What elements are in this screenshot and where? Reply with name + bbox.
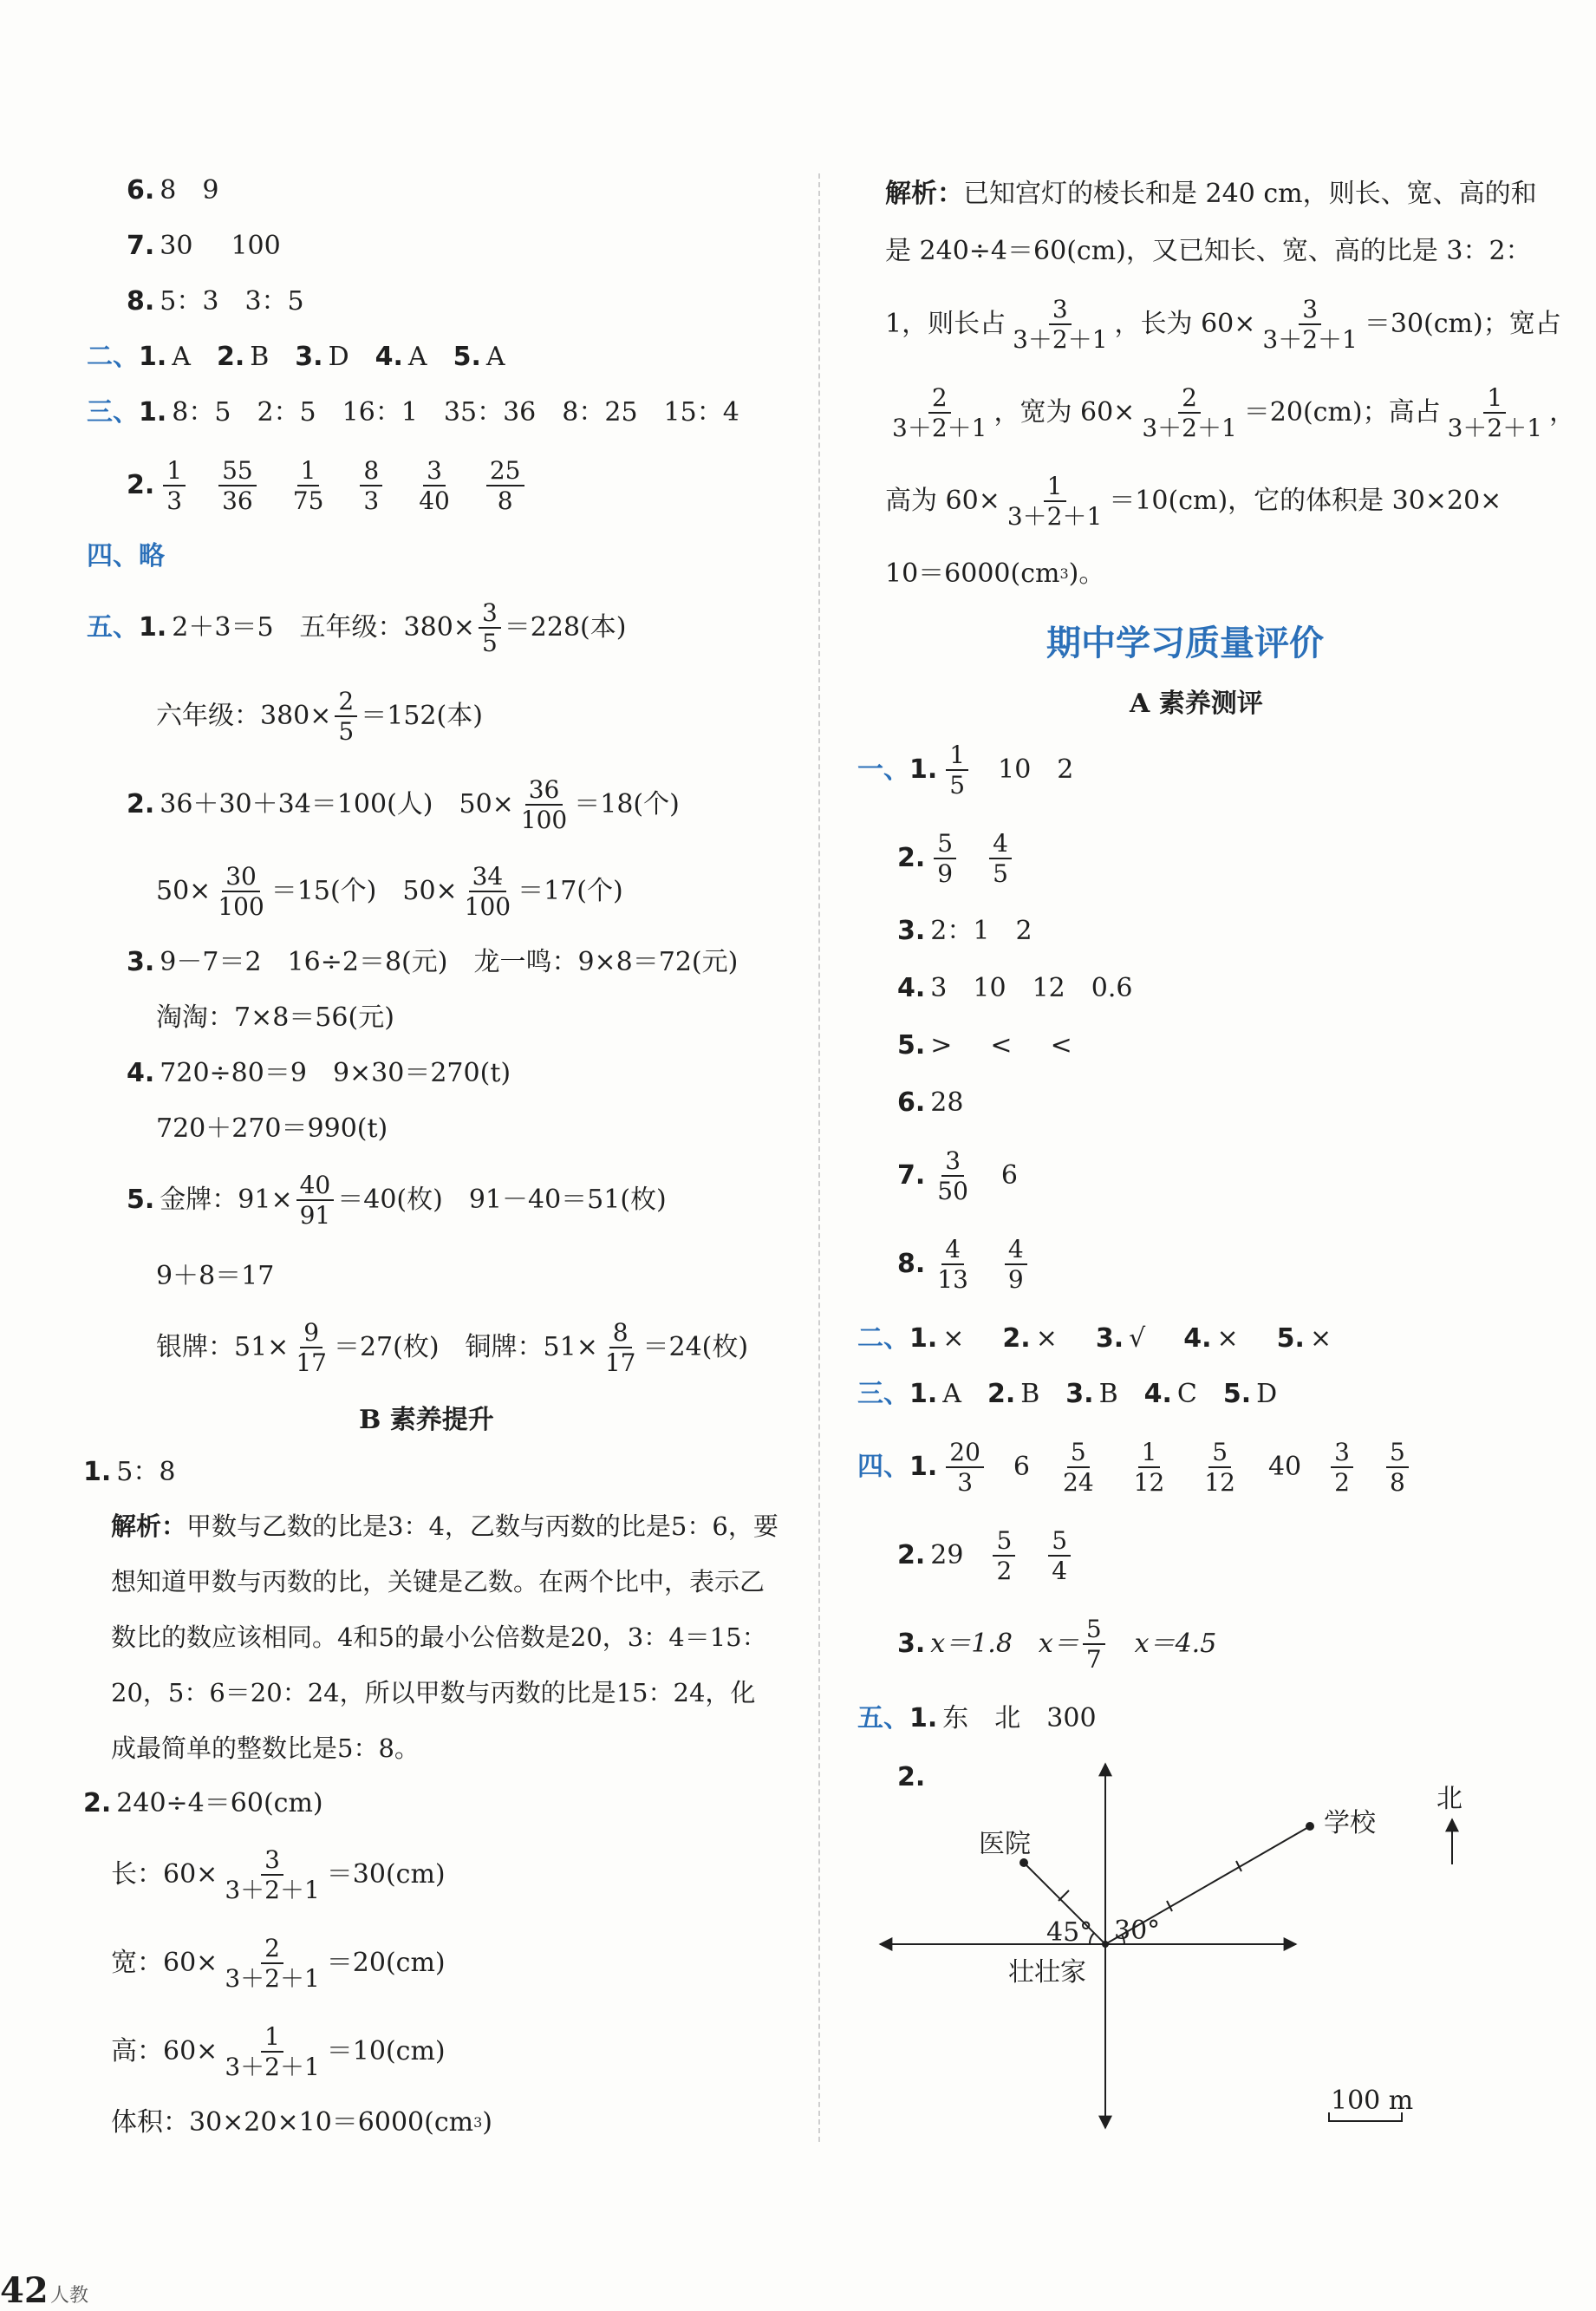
answer-text: ＝30(cm) bbox=[326, 1859, 446, 1890]
answer-text: B bbox=[1020, 1379, 1040, 1409]
question-number: 3. bbox=[1065, 1379, 1094, 1409]
r-s1-q4 bbox=[897, 964, 1132, 1013]
answer-text: 300 bbox=[1046, 1703, 1097, 1733]
section-5-q1b bbox=[156, 686, 483, 746]
answer-text: 五年级：380× bbox=[299, 612, 475, 643]
answer-text: 宽：60× bbox=[111, 1948, 218, 1978]
angle-30-label: 30° bbox=[1114, 1916, 1161, 1946]
answer-text: 9－7＝2 bbox=[160, 947, 262, 977]
question-number: 3. bbox=[295, 342, 323, 372]
question-number: 5. bbox=[897, 1030, 926, 1061]
right-column bbox=[845, 0, 1596, 2308]
question-number: 1. bbox=[909, 1452, 938, 1482]
b-q2c bbox=[111, 1933, 446, 1993]
fraction: $\frac{1}{3+2+1}$ bbox=[225, 2021, 320, 2081]
answer-text: 30 bbox=[160, 231, 193, 261]
question-number: 1. bbox=[139, 397, 167, 428]
section-4 bbox=[87, 532, 165, 581]
answer-text: A bbox=[407, 342, 427, 372]
answer-text: C bbox=[1176, 1379, 1197, 1409]
answer-text: 龙一鸣：9×8＝72(元) bbox=[473, 947, 739, 977]
direction-diagram bbox=[845, 1752, 1591, 2151]
answer-text: 720＋270＝990(t) bbox=[156, 1113, 388, 1144]
home-point bbox=[1102, 1941, 1109, 1948]
section-label: 三、 bbox=[87, 397, 139, 428]
answer-text: < bbox=[990, 1030, 1013, 1061]
fraction: $\frac{25}{8}$ bbox=[486, 458, 524, 514]
question-number: 1. bbox=[139, 612, 167, 643]
b-q2e bbox=[111, 2099, 492, 2147]
answer-text: ＝15(个) bbox=[270, 876, 377, 906]
tick-mark bbox=[1059, 1890, 1069, 1901]
explanation-text: 是 240÷4＝60(cm)，又已知长、宽、高的比是 3：2： bbox=[885, 236, 1532, 266]
section-label: 三、 bbox=[857, 1379, 909, 1409]
explanation-text: 1，则长占 bbox=[885, 309, 1006, 339]
answer-text: 36＋30＋34＝100(人) bbox=[160, 789, 433, 819]
answer-text: 28 bbox=[930, 1087, 964, 1118]
fraction: $\frac{3}{50}$ bbox=[937, 1146, 968, 1205]
answer-text: B bbox=[1098, 1379, 1118, 1409]
answer-text: 银牌：51× bbox=[156, 1332, 290, 1362]
answer-text: 东 bbox=[942, 1703, 969, 1733]
question-number: 8. bbox=[127, 286, 155, 317]
question-number: 2. bbox=[83, 1788, 112, 1818]
explanation-text: ＝10(cm)，它的体积是 30×20× bbox=[1109, 486, 1502, 516]
b-section-title: B 素养提升 bbox=[359, 1405, 494, 1435]
question-number: 4. bbox=[897, 973, 926, 1003]
answer-text: A bbox=[172, 342, 191, 372]
fraction: $\frac{5}{12}$ bbox=[1204, 1437, 1235, 1497]
question-number: 5. bbox=[1222, 1379, 1252, 1409]
fraction: $\frac{40}{91}$ bbox=[296, 1172, 335, 1229]
question-number: 8. bbox=[897, 1249, 926, 1279]
answer-text: 6 bbox=[1013, 1452, 1031, 1482]
answer-text: 12 bbox=[1032, 973, 1065, 1003]
answer-text: 高：60× bbox=[111, 2036, 218, 2066]
answer-text: 2：5 bbox=[257, 397, 316, 428]
section-label: 二、 bbox=[87, 342, 139, 372]
answer-text: 29 bbox=[930, 1540, 964, 1570]
question-number: 3. bbox=[1095, 1323, 1124, 1354]
section-5-q3a bbox=[127, 938, 738, 987]
question-number: 7. bbox=[127, 231, 155, 261]
answer-text: 16÷2＝8(元) bbox=[287, 947, 448, 977]
fraction: $\frac{3}{3+2+1}$ bbox=[1262, 294, 1358, 354]
question-number: 3. bbox=[897, 1629, 926, 1659]
answer-text: 10 bbox=[973, 973, 1006, 1003]
section-2-answers bbox=[87, 333, 505, 382]
answer-text: 长：60× bbox=[111, 1859, 218, 1890]
superscript: 3 bbox=[1059, 565, 1069, 582]
answer-text: 9×30＝270(t) bbox=[332, 1058, 511, 1088]
fraction: $\frac{1}{75}$ bbox=[292, 455, 324, 515]
question-number: 4. bbox=[1183, 1323, 1212, 1354]
fraction: $\frac{1}{3+2+1}$ bbox=[1447, 382, 1543, 442]
question-number: 2. bbox=[127, 789, 155, 819]
answer-text: 8 bbox=[160, 175, 177, 206]
fraction: $\frac{5}{8}$ bbox=[1386, 1439, 1409, 1496]
question-number: 5. bbox=[453, 342, 481, 372]
b-q1 bbox=[83, 1448, 175, 1497]
fraction: $\frac{3}{5}$ bbox=[479, 600, 501, 656]
scale-label: 100 m bbox=[1331, 2086, 1414, 2116]
fraction: $\frac{55}{36}$ bbox=[218, 458, 257, 514]
section-5-q4a bbox=[127, 1049, 511, 1098]
answer-text: 5：3 bbox=[160, 286, 219, 317]
answer-text: D bbox=[1256, 1379, 1278, 1409]
school-label: 学校 bbox=[1324, 1808, 1376, 1838]
question-number: 3. bbox=[897, 916, 926, 946]
fraction: $\frac{2}{3+2+1}$ bbox=[892, 382, 987, 442]
answer-text: 50× bbox=[402, 876, 458, 906]
question-number: 2. bbox=[897, 843, 926, 873]
answer-text: × bbox=[1035, 1323, 1058, 1354]
fraction: $\frac{5}{7}$ bbox=[1083, 1616, 1105, 1673]
section-5-q5b bbox=[156, 1252, 274, 1301]
fraction: $\frac{3}{2}$ bbox=[1331, 1439, 1353, 1496]
section-3-q2 bbox=[127, 455, 528, 515]
answer-text: ＝40(枚) bbox=[337, 1185, 443, 1215]
answer-text: 2 bbox=[1015, 916, 1033, 946]
question-number: 4. bbox=[1143, 1379, 1172, 1409]
answer-text: ＝18(个) bbox=[574, 789, 680, 819]
section-label: 五、 bbox=[87, 612, 139, 643]
question-number: 6. bbox=[127, 175, 155, 206]
r-section-4-q3 bbox=[897, 1614, 1217, 1674]
explanation-text: ＝30(cm)；宽占 bbox=[1364, 309, 1561, 339]
answer-text: 100 bbox=[231, 231, 281, 261]
answer-text: ＝24(枚) bbox=[642, 1332, 749, 1362]
north-label: 北 bbox=[1436, 1784, 1462, 1814]
answer-text: 6 bbox=[1000, 1160, 1019, 1191]
fraction: $\frac{20}{3}$ bbox=[946, 1439, 984, 1496]
column-divider bbox=[818, 173, 820, 2142]
answer-text: 15：4 bbox=[663, 397, 739, 428]
r-s1-q2 bbox=[897, 828, 1015, 888]
fraction: $\frac{3}{3+2+1}$ bbox=[225, 1844, 320, 1904]
r-s1-q1 bbox=[857, 740, 1074, 800]
answer-text: A bbox=[485, 342, 505, 372]
section-5-q2b bbox=[156, 861, 623, 921]
exp-line-3 bbox=[885, 294, 1561, 354]
r-s1-q5 bbox=[897, 1022, 1072, 1070]
section-5-q4b bbox=[156, 1105, 388, 1153]
answer-text: 铜牌：51× bbox=[465, 1332, 598, 1362]
answer-text: 2＋3＝5 bbox=[172, 612, 274, 643]
answer-text: 金牌：91× bbox=[160, 1185, 293, 1215]
question-number: 2. bbox=[897, 1540, 926, 1570]
answer-text: x＝1.8 bbox=[930, 1629, 1013, 1659]
answer-text: 2 bbox=[1057, 754, 1074, 785]
b-q2b bbox=[111, 1844, 446, 1904]
fraction: $\frac{34}{100}$ bbox=[464, 861, 511, 921]
answer-text: × bbox=[942, 1323, 965, 1354]
explanation-text: )。 bbox=[1068, 558, 1105, 589]
section-5-q5c bbox=[156, 1317, 749, 1377]
question-number: 1. bbox=[83, 1457, 112, 1487]
fraction: $\frac{4}{5}$ bbox=[989, 831, 1012, 887]
fraction: $\frac{2}{3+2+1}$ bbox=[225, 1933, 320, 1993]
answer-text: 720÷80＝9 bbox=[160, 1058, 307, 1088]
exp-line-1 bbox=[885, 170, 1537, 219]
answer-6 bbox=[127, 166, 218, 215]
question-number: 1. bbox=[909, 754, 938, 785]
answer-text: ) bbox=[482, 2107, 493, 2138]
fraction: $\frac{3}{40}$ bbox=[419, 455, 450, 515]
answer-text: D bbox=[328, 342, 349, 372]
answer-text: 北 bbox=[994, 1703, 1021, 1733]
answer-text: ＝152(本) bbox=[361, 701, 483, 731]
answer-text: × bbox=[1216, 1323, 1239, 1354]
fraction: $\frac{2}{5}$ bbox=[335, 689, 357, 745]
explanation-text: 已知宫灯的棱长和是 240 cm，则长、宽、高的和 bbox=[963, 179, 1537, 209]
answer-text: 六年级：380× bbox=[156, 701, 332, 731]
midterm-title: 期中学习质量评价 bbox=[1046, 623, 1324, 663]
answer-text: 淘淘：7×8＝56(元) bbox=[156, 1002, 394, 1033]
answer-text: 8：25 bbox=[562, 397, 638, 428]
answer-text: 240÷4＝60(cm) bbox=[116, 1788, 323, 1818]
section-3-q1 bbox=[87, 388, 739, 437]
fraction: $\frac{9}{17}$ bbox=[296, 1317, 327, 1377]
fraction: $\frac{5}{9}$ bbox=[934, 831, 956, 887]
answer-7 bbox=[127, 222, 281, 271]
section-5-q3b bbox=[156, 994, 394, 1042]
exp-line-6 bbox=[885, 550, 1104, 598]
r-section-4-q2 bbox=[897, 1525, 1074, 1585]
r-section-5-q1 bbox=[857, 1694, 1097, 1743]
answer-text: 0.6 bbox=[1091, 973, 1133, 1003]
question-number: 1. bbox=[909, 1379, 938, 1409]
fraction: $\frac{4}{9}$ bbox=[1005, 1237, 1027, 1293]
answer-text: 9 bbox=[202, 175, 219, 206]
answer-text: 体积：30×20×10＝6000(cm bbox=[111, 2107, 474, 2138]
b-q1-explanation bbox=[111, 1498, 778, 1776]
section-label: 四、略 bbox=[87, 541, 165, 571]
answer-8 bbox=[127, 277, 304, 326]
answer-text: 40 bbox=[1267, 1452, 1302, 1482]
answer-text: A bbox=[942, 1379, 961, 1409]
school-point bbox=[1306, 1822, 1314, 1831]
question-number: 2. bbox=[127, 470, 155, 500]
section-label: 五、 bbox=[857, 1703, 909, 1733]
answer-text: 16：1 bbox=[342, 397, 418, 428]
r-section-2 bbox=[857, 1315, 1332, 1363]
answer-text: 50× bbox=[156, 876, 212, 906]
fraction: $\frac{3}{3+2+1}$ bbox=[1013, 294, 1108, 354]
answer-text: x＝ bbox=[1038, 1629, 1079, 1659]
explanation-text: 10＝6000(cm bbox=[885, 558, 1060, 589]
superscript: 3 bbox=[473, 2114, 483, 2131]
answer-text: 9＋8＝17 bbox=[156, 1261, 275, 1291]
answer-text: 3 bbox=[930, 973, 948, 1003]
answer-text: 2：1 bbox=[930, 916, 990, 946]
a-section-title: A 素养测评 bbox=[1130, 689, 1263, 719]
section-label: 二、 bbox=[857, 1323, 909, 1354]
fraction: $\frac{2}{3+2+1}$ bbox=[1142, 382, 1237, 442]
answer-text: ＝228(本) bbox=[504, 612, 627, 643]
explanation-text: ＝20(cm)；高占 bbox=[1243, 397, 1441, 428]
fraction: $\frac{5}{24}$ bbox=[1063, 1437, 1094, 1497]
question-number: 2. bbox=[897, 1762, 926, 1792]
answer-text: × bbox=[1309, 1323, 1332, 1354]
section-label: 四、 bbox=[857, 1452, 909, 1482]
answer-text: ＝17(个) bbox=[518, 876, 623, 906]
explanation-text: ，宽为 60× bbox=[993, 397, 1136, 428]
exp-line-2 bbox=[885, 227, 1532, 276]
r-s1-q8 bbox=[897, 1234, 1031, 1294]
r-s1-q7 bbox=[897, 1146, 1019, 1205]
explanation-text: 高为 60× bbox=[885, 486, 1000, 516]
hospital-label: 医院 bbox=[979, 1829, 1031, 1859]
b-q2d bbox=[111, 2021, 446, 2081]
answer-text: 50× bbox=[459, 789, 514, 819]
hospital-point bbox=[1019, 1858, 1028, 1867]
answer-text: ＝10(cm) bbox=[326, 2036, 446, 2066]
angle-45-label: 45° bbox=[1046, 1917, 1093, 1948]
r-s1-q3 bbox=[897, 907, 1033, 956]
answer-text: x＝4.5 bbox=[1134, 1629, 1217, 1659]
fraction: $\frac{1}{5}$ bbox=[946, 742, 968, 799]
answer-text: > bbox=[930, 1030, 953, 1061]
question-number: 1. bbox=[909, 1323, 938, 1354]
fraction: $\frac{8}{3}$ bbox=[360, 458, 382, 514]
answer-text: ＝20(cm) bbox=[326, 1948, 446, 1978]
exp-line-5 bbox=[885, 471, 1502, 531]
answer-text: √ bbox=[1129, 1323, 1146, 1354]
answer-text: 5：8 bbox=[116, 1457, 176, 1487]
fraction: $\frac{36}{100}$ bbox=[520, 774, 568, 834]
question-number: 5. bbox=[127, 1185, 155, 1215]
question-number: 3. bbox=[127, 947, 155, 977]
section-5-q1a bbox=[87, 597, 627, 657]
section-label: 一、 bbox=[857, 754, 909, 785]
question-number: 6. bbox=[897, 1087, 926, 1118]
question-number: 2. bbox=[1002, 1323, 1031, 1354]
answer-text: 3：5 bbox=[244, 286, 304, 317]
question-number: 2. bbox=[987, 1379, 1016, 1409]
page-number: 42 bbox=[0, 2270, 49, 2311]
answer-text: B bbox=[250, 342, 270, 372]
question-number: 5. bbox=[1276, 1323, 1305, 1354]
question-number: 2. bbox=[216, 342, 245, 372]
question-number: 4. bbox=[127, 1058, 155, 1088]
exp-line-4 bbox=[885, 382, 1576, 442]
question-number: 1. bbox=[909, 1703, 938, 1733]
home-label: 壮壮家 bbox=[1008, 1957, 1086, 1988]
fraction: $\frac{1}{3}$ bbox=[163, 458, 186, 514]
explanation-label: 解析： bbox=[885, 179, 963, 209]
section-5-q5a bbox=[127, 1170, 667, 1230]
answer-text: 91－40＝51(枚) bbox=[468, 1185, 667, 1215]
question-number: 4. bbox=[375, 342, 403, 372]
explanation-text: ，长为 60× bbox=[1114, 309, 1256, 339]
fraction: $\frac{4}{13}$ bbox=[937, 1234, 968, 1294]
question-number: 1. bbox=[139, 342, 167, 372]
fraction: $\frac{5}{2}$ bbox=[993, 1528, 1015, 1584]
fraction: $\frac{1}{3+2+1}$ bbox=[1006, 471, 1103, 531]
fraction: $\frac{30}{100}$ bbox=[218, 861, 264, 921]
r-section-4-q1 bbox=[857, 1437, 1412, 1497]
answer-text: < bbox=[1050, 1030, 1072, 1061]
answer-text: 35：36 bbox=[443, 397, 537, 428]
answer-text: ＝27(枚) bbox=[333, 1332, 440, 1362]
fraction: $\frac{1}{12}$ bbox=[1133, 1437, 1165, 1497]
r-section-3 bbox=[857, 1370, 1277, 1419]
section-5-q2a bbox=[127, 774, 680, 834]
explanation-text: ， bbox=[1549, 397, 1576, 428]
explanation-label: 解析： bbox=[111, 1511, 187, 1541]
r-s1-q6 bbox=[897, 1079, 963, 1127]
page-logo: 人教 bbox=[50, 2285, 89, 2307]
fraction: $\frac{5}{4}$ bbox=[1048, 1528, 1071, 1584]
fraction: $\frac{8}{17}$ bbox=[604, 1317, 636, 1377]
explanation-text: 甲数与乙数的比是3：4，乙数与丙数的比是5：6，要想知道甲数与丙数的比，关键是乙数。在两个比中，表示乙数比的数应该相同。4和5的最小公倍数是20，3：4＝15：20，5：6＝20：24，所以甲数与丙数的比是15：24，化成最简单的整数比是5：8。 bbox=[111, 1511, 778, 1763]
answer-text: 8：5 bbox=[172, 397, 231, 428]
b-q2a bbox=[83, 1779, 323, 1828]
question-number: 7. bbox=[897, 1160, 926, 1191]
answer-text: 10 bbox=[998, 754, 1032, 785]
